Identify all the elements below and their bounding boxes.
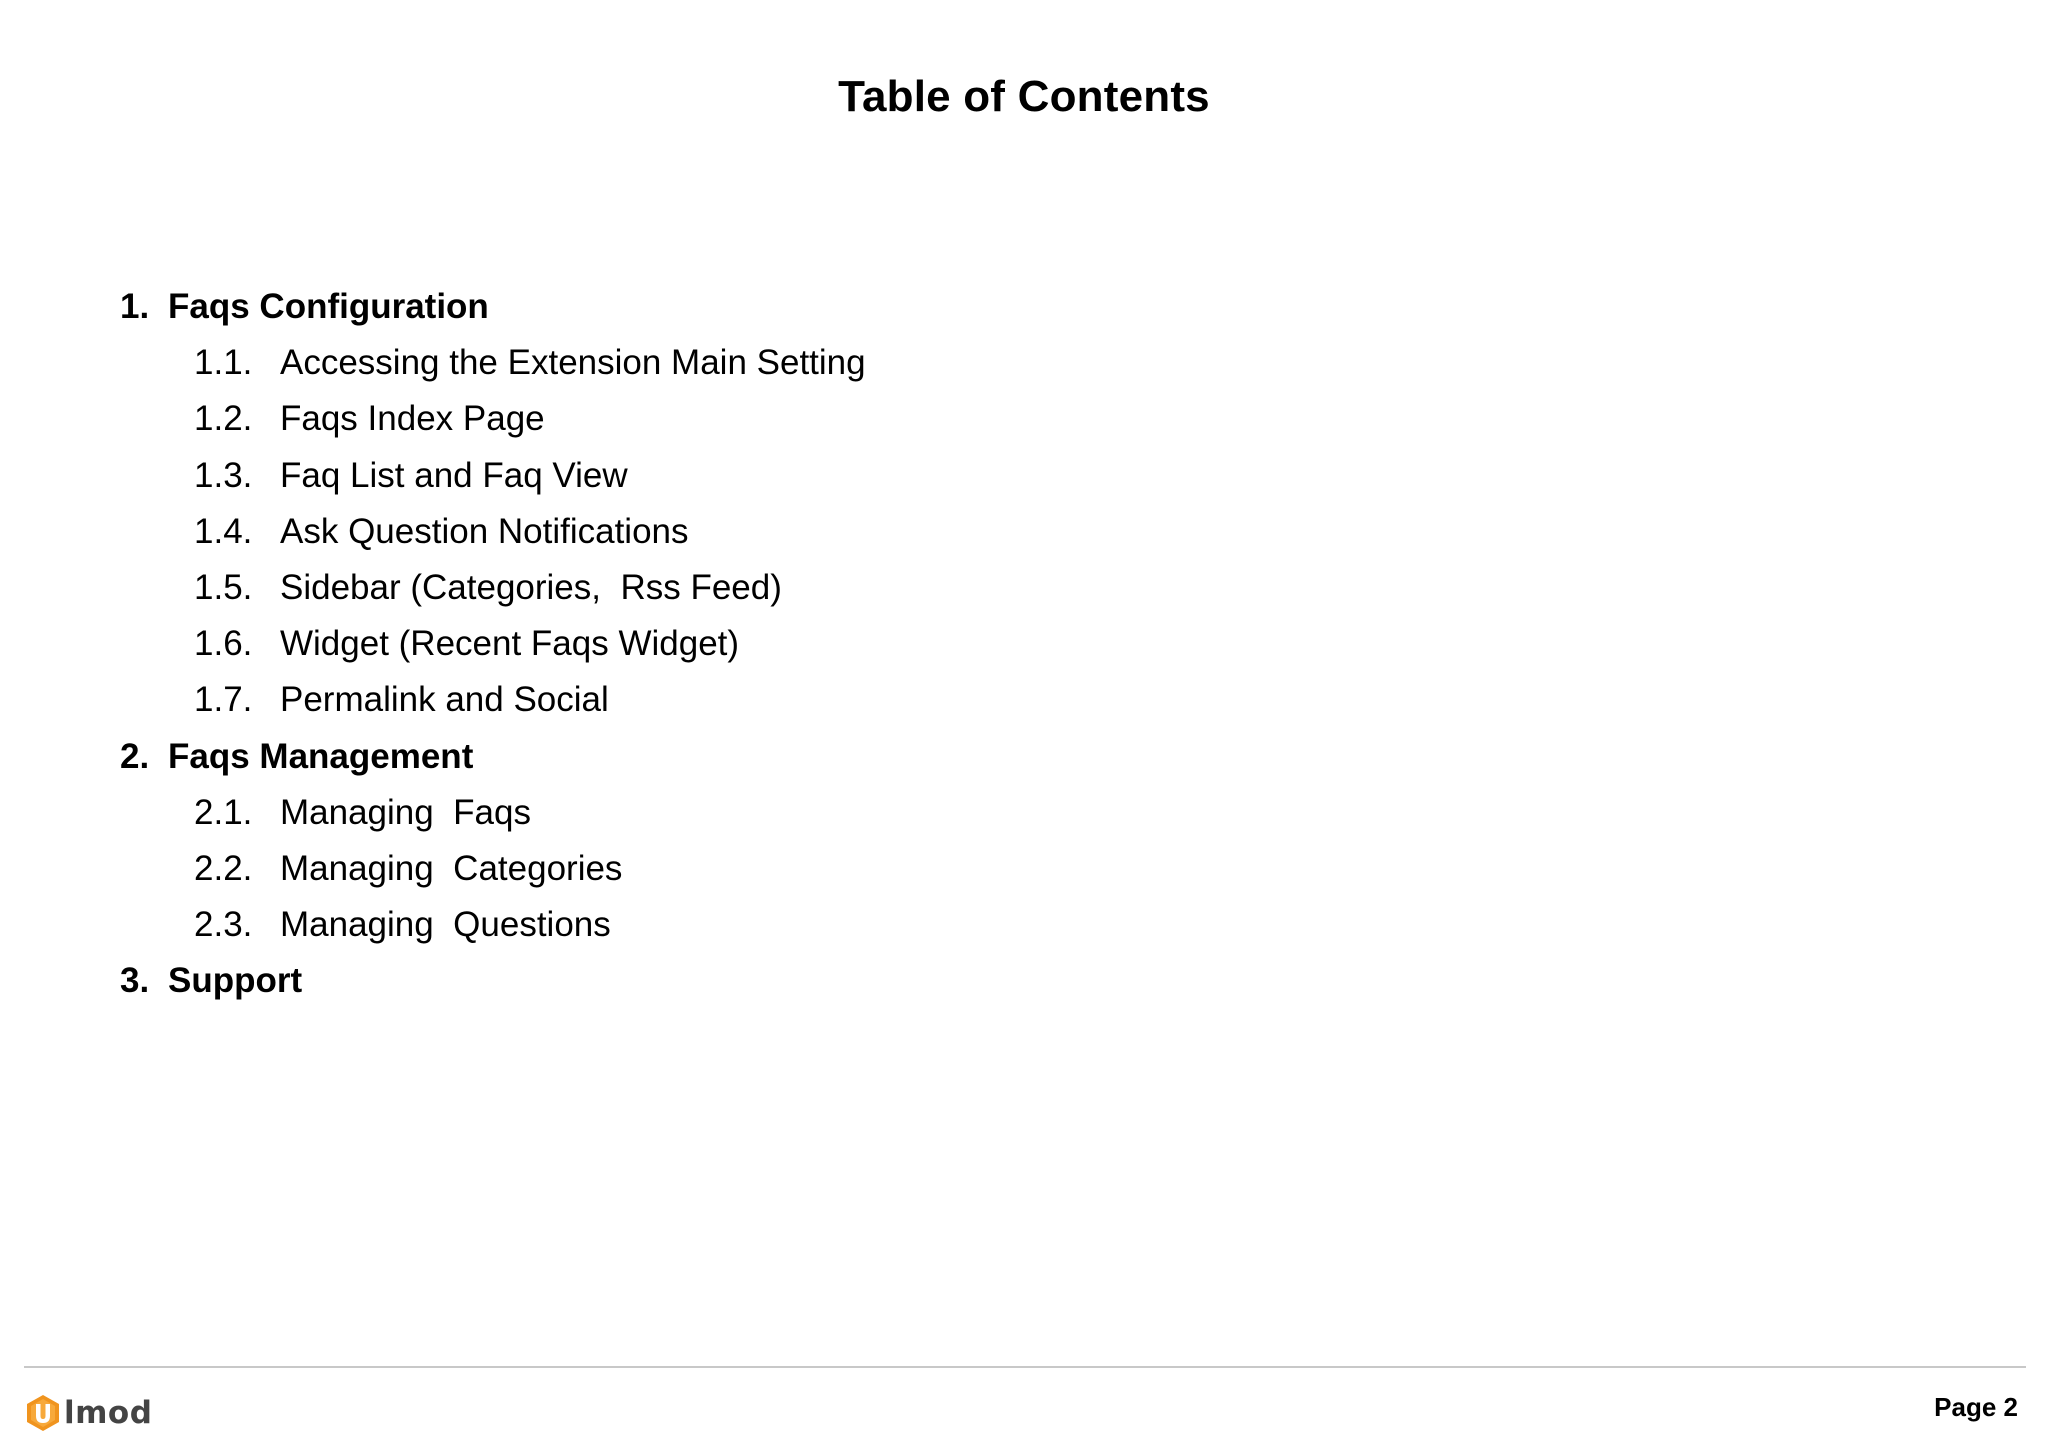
toc-item-label: Widget (Recent Faqs Widget) — [280, 624, 740, 664]
ulmod-logo — [24, 1393, 152, 1433]
toc-item-label: Managing Faqs — [280, 792, 531, 832]
toc-item-number: 1.1. — [194, 343, 253, 383]
toc-item-widget[interactable] — [120, 624, 1420, 680]
logo-text: lmod — [64, 1395, 153, 1431]
toc-item-managing-categories[interactable] — [120, 849, 1420, 905]
toc-item-faqs-index-page[interactable] — [120, 399, 1420, 455]
toc-section-faqs-management[interactable] — [120, 737, 1420, 793]
toc-item-faq-list-and-view[interactable] — [120, 456, 1420, 512]
page-number: Page 2 — [1934, 1392, 2018, 1422]
toc-item-label: Sidebar (Categories, Rss Feed) — [280, 567, 782, 607]
toc-section-number: 1. — [120, 287, 150, 326]
toc-item-number: 1.3. — [194, 455, 253, 495]
toc-item-accessing-main-setting[interactable] — [120, 343, 1420, 399]
toc-item-number: 1.6. — [194, 624, 253, 664]
page-title: Table of Contents — [838, 72, 1210, 121]
toc-item-number: 1.7. — [194, 680, 253, 720]
toc-item-label: Ask Question Notifications — [280, 511, 689, 551]
toc-item-label: Managing Questions — [280, 905, 611, 945]
toc-section-label: Faqs Configuration — [168, 287, 489, 326]
toc-item-label: Permalink and Social — [280, 680, 609, 720]
footer-divider — [24, 1366, 2026, 1368]
toc-item-label: Accessing the Extension Main Setting — [280, 343, 866, 383]
toc-section-number: 3. — [120, 961, 150, 1001]
toc-item-managing-faqs[interactable] — [120, 793, 1420, 849]
toc-item-label: Faq List and Faq View — [280, 455, 628, 495]
toc-section-label: Faqs Management — [168, 736, 474, 776]
table-of-contents — [120, 287, 1420, 1017]
toc-section-faqs-configuration[interactable] — [120, 287, 1420, 343]
toc-section-number: 2. — [120, 736, 150, 776]
toc-item-sidebar[interactable] — [120, 568, 1420, 624]
toc-item-ask-question-notifications[interactable] — [120, 512, 1420, 568]
toc-item-label: Faqs Index Page — [280, 399, 545, 439]
toc-item-number: 2.3. — [194, 905, 253, 945]
toc-item-label: Managing Categories — [280, 848, 623, 888]
toc-section-label: Support — [168, 961, 303, 1001]
toc-item-number: 1.4. — [194, 511, 253, 551]
toc-item-permalink-and-social[interactable] — [120, 680, 1420, 736]
ulmod-shield-icon — [24, 1394, 62, 1432]
toc-item-number: 2.1. — [194, 792, 253, 832]
toc-item-number: 2.2. — [194, 848, 253, 888]
toc-section-support[interactable] — [120, 961, 1420, 1017]
toc-item-managing-questions[interactable] — [120, 905, 1420, 961]
toc-item-number: 1.5. — [194, 567, 253, 607]
toc-item-number: 1.2. — [194, 399, 253, 439]
